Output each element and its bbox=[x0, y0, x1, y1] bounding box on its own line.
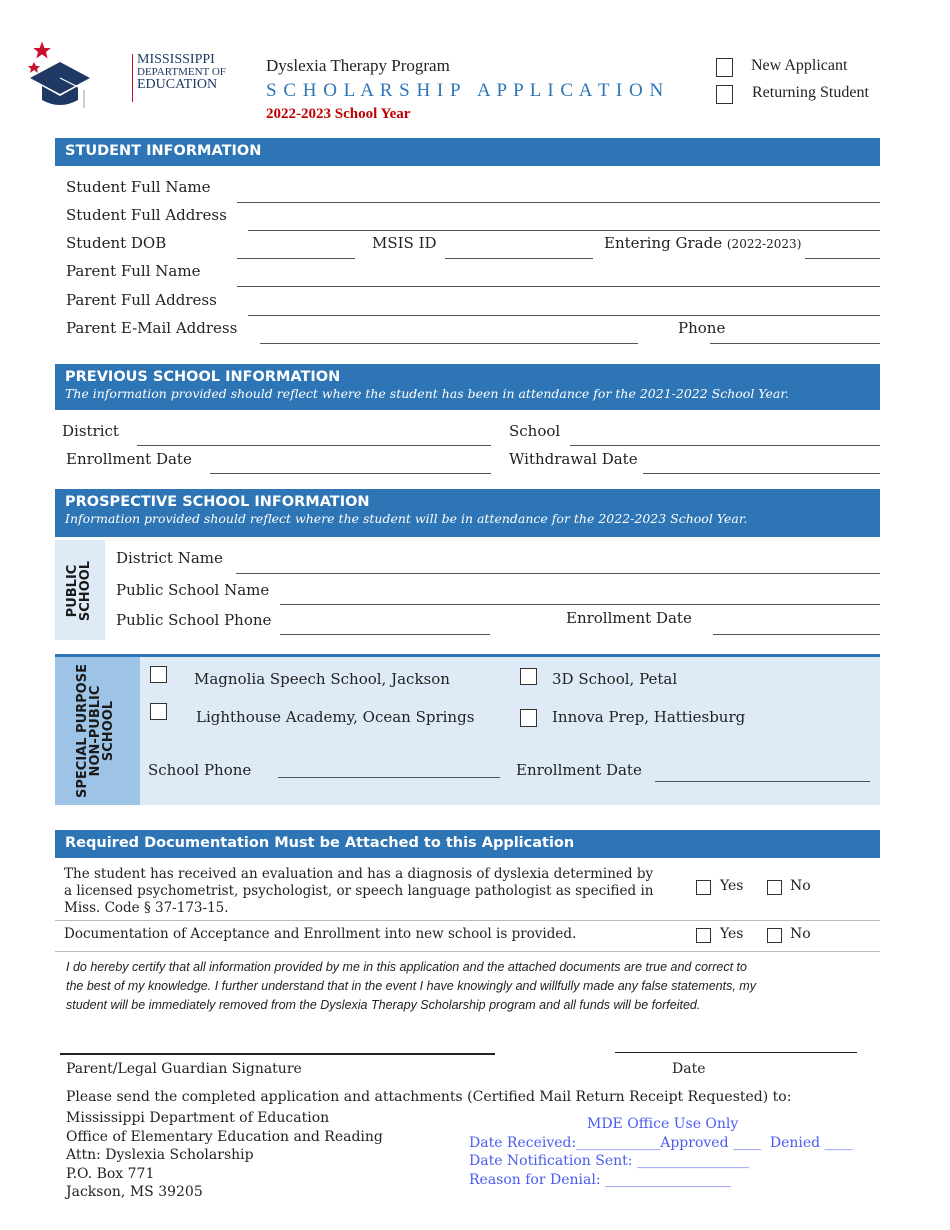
parent-name-label: Parent Full Name bbox=[66, 262, 201, 280]
previous-school-header: PREVIOUS SCHOOL INFORMATION The information provided should reflect where the student has been in attendance for the 2021-2022 School Year. bbox=[55, 364, 880, 410]
school-field[interactable] bbox=[570, 445, 880, 446]
acceptance-statement: Documentation of Acceptance and Enrollment into new school is provided. bbox=[64, 926, 577, 942]
phone-label: Phone bbox=[678, 319, 726, 337]
public-school-label: PUBLIC SCHOOL bbox=[65, 560, 93, 622]
evaluation-no-checkbox[interactable] bbox=[767, 880, 782, 895]
returning-student-checkbox[interactable] bbox=[716, 85, 733, 104]
acceptance-no-label: No bbox=[790, 926, 811, 942]
public-enrollment-date-field[interactable] bbox=[713, 634, 880, 635]
withdrawal-date-field[interactable] bbox=[643, 473, 880, 474]
school-phone-field[interactable] bbox=[278, 777, 500, 778]
student-info-header: STUDENT INFORMATION bbox=[55, 138, 880, 166]
special-purpose-label: SPECIAL PURPOSE NON-PUBLIC SCHOOL bbox=[75, 664, 116, 798]
new-applicant-checkbox[interactable] bbox=[716, 58, 733, 77]
parent-name-field[interactable] bbox=[237, 286, 880, 287]
returning-student-label: Returning Student bbox=[752, 84, 869, 101]
magnolia-label: Magnolia Speech School, Jackson bbox=[194, 670, 450, 688]
public-enrollment-date-label: Enrollment Date bbox=[566, 609, 692, 627]
logo-text: MISSISSIPPI DEPARTMENT OF EDUCATION bbox=[137, 52, 226, 92]
special-enrollment-date-field[interactable] bbox=[655, 781, 870, 782]
student-address-label: Student Full Address bbox=[66, 206, 227, 224]
signature-field[interactable] bbox=[60, 1053, 495, 1055]
graduation-cap-icon bbox=[28, 40, 128, 110]
school-label: School bbox=[509, 422, 561, 440]
parent-address-field[interactable] bbox=[248, 315, 880, 316]
school-phone-label: School Phone bbox=[148, 761, 252, 779]
parent-email-field[interactable] bbox=[260, 343, 638, 344]
mailing-address: Mississippi Department of Education Office of Elementary Education and Reading Attn: Dyslexia Scholarship P.O. Box 771 Jackson, MS 39205 bbox=[66, 1110, 383, 1200]
student-name-field[interactable] bbox=[237, 202, 880, 203]
public-school-phone-label: Public School Phone bbox=[116, 611, 272, 629]
evaluation-yes-label: Yes bbox=[720, 878, 744, 894]
school-year: 2022-2023 School Year bbox=[266, 106, 411, 122]
prospective-school-header: PROSPECTIVE SCHOOL INFORMATION Information provided should reflect where the student will be in attendance for the 2022-2023 School Year. bbox=[55, 489, 880, 537]
special-purpose-section bbox=[55, 657, 880, 805]
signature-label: Parent/Legal Guardian Signature bbox=[66, 1061, 302, 1077]
public-school-name-label: Public School Name bbox=[116, 581, 270, 599]
acceptance-no-checkbox[interactable] bbox=[767, 928, 782, 943]
entering-grade-field[interactable] bbox=[805, 258, 880, 259]
entering-grade-label: Entering Grade (2022-2023) bbox=[604, 234, 802, 252]
msis-id-label: MSIS ID bbox=[372, 234, 437, 252]
lighthouse-checkbox[interactable] bbox=[150, 703, 167, 720]
innova-label: Innova Prep, Hattiesburg bbox=[552, 708, 746, 726]
public-school-name-field[interactable] bbox=[280, 604, 880, 605]
row-divider bbox=[55, 951, 880, 952]
lighthouse-label: Lighthouse Academy, Ocean Springs bbox=[196, 708, 475, 726]
student-name-label: Student Full Name bbox=[66, 178, 211, 196]
special-enrollment-date-label: Enrollment Date bbox=[516, 761, 642, 779]
district-field[interactable] bbox=[137, 445, 491, 446]
evaluation-no-label: No bbox=[790, 878, 811, 894]
evaluation-yes-checkbox[interactable] bbox=[696, 880, 711, 895]
signature-date-field[interactable] bbox=[615, 1052, 857, 1053]
enrollment-date-field[interactable] bbox=[210, 473, 491, 474]
3d-school-label: 3D School, Petal bbox=[552, 670, 678, 688]
acceptance-yes-checkbox[interactable] bbox=[696, 928, 711, 943]
student-dob-label: Student DOB bbox=[66, 234, 167, 252]
office-use-box: MDE Office Use Only Date Received:____________Approved ____ Denied ____ Date Notification Sent: ________________ Reason for Denial: __________________ bbox=[469, 1116, 853, 1188]
evaluation-statement: The student has received an evaluation and has a diagnosis of dyslexia determined by a licensed psychometrist, psychologist, or speech language pathologist as specified in Miss. Code § 37-173-15. bbox=[64, 866, 654, 916]
documentation-header: Required Documentation Must be Attached to this Application bbox=[55, 830, 880, 858]
acceptance-yes-label: Yes bbox=[720, 926, 744, 942]
program-name: Dyslexia Therapy Program bbox=[266, 56, 450, 75]
innova-checkbox[interactable] bbox=[520, 709, 537, 727]
form-title: S C H O L A R S H I P A P P L I C A T I O N bbox=[266, 80, 665, 101]
enrollment-date-label: Enrollment Date bbox=[66, 450, 192, 468]
certification-text: I do hereby certify that all information provided by me in this application and the attached documents are true and correct to the best of my knowledge. I further understand that in the event I have knowingly and willfully made any false statements, my student will be immediately removed from the Dyslexia Therapy Scholarship program and all funds will be forfeited. bbox=[66, 960, 756, 1012]
new-applicant-label: New Applicant bbox=[751, 57, 848, 74]
parent-email-label: Parent E-Mail Address bbox=[66, 319, 238, 337]
mailing-instruction: Please send the completed application and attachments (Certified Mail Return Receipt Requested) to: bbox=[66, 1089, 792, 1105]
signature-date-label: Date bbox=[672, 1061, 706, 1077]
student-dob-field[interactable] bbox=[237, 258, 355, 259]
phone-field[interactable] bbox=[710, 343, 880, 344]
district-name-field[interactable] bbox=[236, 573, 880, 574]
district-name-label: District Name bbox=[116, 549, 223, 567]
withdrawal-date-label: Withdrawal Date bbox=[509, 450, 638, 468]
3d-school-checkbox[interactable] bbox=[520, 668, 537, 685]
magnolia-checkbox[interactable] bbox=[150, 666, 167, 683]
student-address-field[interactable] bbox=[248, 230, 880, 231]
district-label: District bbox=[62, 422, 119, 440]
parent-address-label: Parent Full Address bbox=[66, 291, 217, 309]
row-divider bbox=[55, 920, 880, 921]
public-school-phone-field[interactable] bbox=[280, 634, 490, 635]
msis-id-field[interactable] bbox=[445, 258, 593, 259]
